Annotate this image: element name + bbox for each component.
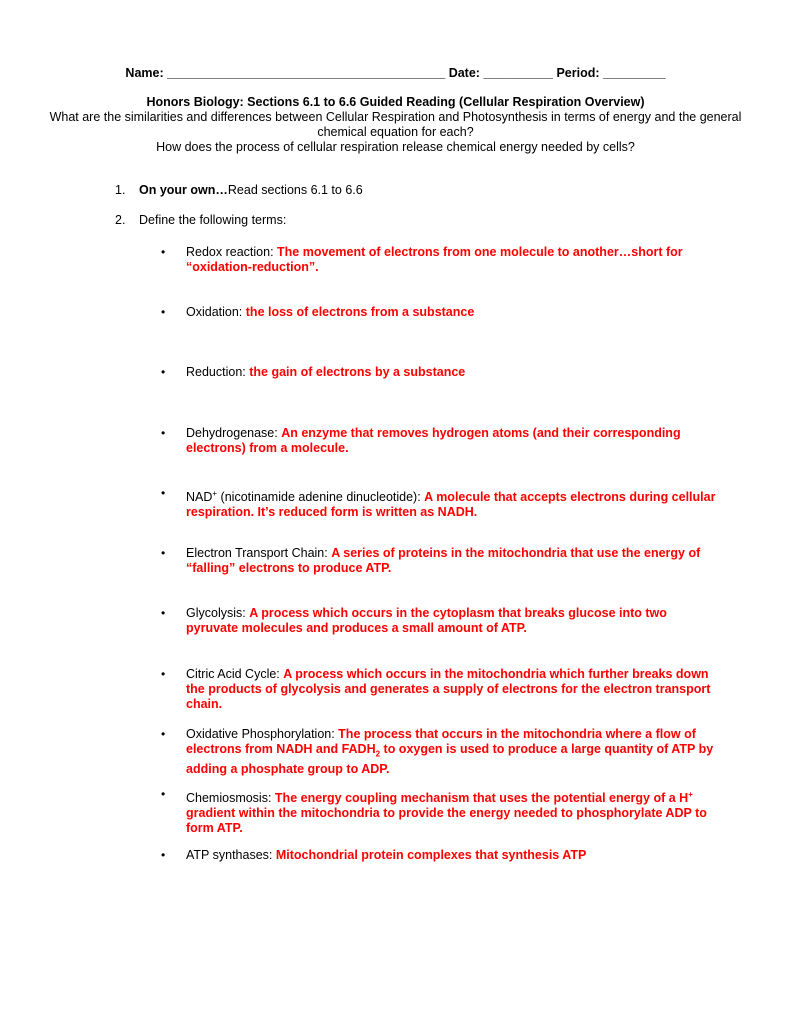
bullet: • xyxy=(161,305,166,319)
name-label: Name: xyxy=(125,66,164,80)
term-label: Citric Acid Cycle: xyxy=(186,667,284,681)
term-oxidation xyxy=(161,305,721,320)
bullet: • xyxy=(161,727,166,741)
date-blank: __________ xyxy=(483,66,553,80)
term-definition: A process which occurs in the cytoplasm that breaks glucose into two pyruvate molecules and produces a small amount of ATP. xyxy=(186,606,667,635)
term-definition: A process which occurs in the mitochondria which further breaks down the products of glycolysis and generates a supply of electrons for the electron transport chain. xyxy=(186,667,711,711)
term-atp-synthases xyxy=(161,848,721,863)
term-definition-sup: + xyxy=(688,790,693,799)
page-title: Honors Biology: Sections 6.1 to 6.6 Guided Reading (Cellular Respiration Overview) xyxy=(146,95,645,109)
term-label-b: (nicotinamide adenine dinucleotide): xyxy=(217,490,425,505)
term-label: Glycolysis: xyxy=(186,606,250,620)
term-label: Oxidative Phosphorylation: xyxy=(186,727,339,741)
term-reduction xyxy=(161,365,721,380)
numbered-item-1 xyxy=(115,183,363,197)
essential-question-1: What are the similarities and differences between Cellular Respiration and Photosynthesis in terms of energy and the general chemical equation for each? xyxy=(49,110,742,139)
term-label: ATP synthases: xyxy=(186,848,276,862)
item-text: Define the following terms: xyxy=(139,213,287,227)
term-label: Reduction: xyxy=(186,365,250,379)
term-definition: The movement of electrons from one molecule to another…short for “oxidation-reduction”. xyxy=(186,245,683,274)
bullet: • xyxy=(161,546,166,560)
date-label: Date: xyxy=(448,66,480,80)
name-blank: ________________________________________ xyxy=(167,66,446,80)
numbered-item-2 xyxy=(115,213,286,227)
essential-question-2: How does the process of cellular respiration release chemical energy needed by cells? xyxy=(156,140,635,154)
term-definition: the loss of electrons from a substance xyxy=(245,305,475,319)
term-label: Redox reaction: xyxy=(186,245,278,259)
bullet: • xyxy=(161,848,166,862)
header-fields xyxy=(0,66,791,80)
item-number: 1. xyxy=(115,183,126,197)
term-label: Dehydrogenase: xyxy=(186,426,282,440)
term-definition: A molecule that accepts electrons during cellular respiration. It’s reduced form is written as NADH. xyxy=(186,490,716,520)
term-electron-transport-chain xyxy=(161,546,721,576)
term-nad xyxy=(161,486,721,520)
term-redox-reaction xyxy=(161,245,721,275)
item-number: 2. xyxy=(115,213,126,227)
term-oxidative-phosphorylation xyxy=(161,727,721,777)
term-label: Electron Transport Chain: xyxy=(186,546,332,560)
item-text: Read sections 6.1 to 6.6 xyxy=(227,183,363,197)
term-definition-sub: 2 xyxy=(375,749,381,759)
term-definition: Mitochondrial protein complexes that synthesis ATP xyxy=(275,848,587,862)
item-bold-text: On your own… xyxy=(139,183,228,197)
term-definition-a: The energy coupling mechanism that uses the potential energy of a H xyxy=(274,791,689,806)
term-definition-a: The process that occurs in the mitochondria where a flow of electrons from NADH and FADH xyxy=(186,727,696,756)
term-definition-b: to oxygen is used to produce a large quantity of ATP by adding a phosphate group to ADP. xyxy=(186,742,714,776)
term-label: Chemiosmosis: xyxy=(186,791,275,806)
bullet: • xyxy=(161,426,166,440)
bullet: • xyxy=(161,606,166,620)
term-definition: the gain of electrons by a substance xyxy=(249,365,466,379)
title-block xyxy=(40,95,751,155)
term-definition: A series of proteins in the mitochondria that use the energy of “falling” electrons to produce ATP. xyxy=(186,546,701,575)
bullet: • xyxy=(161,365,166,379)
term-label: Oxidation: xyxy=(186,305,246,319)
term-dehydrogenase xyxy=(161,426,721,456)
term-citric-acid-cycle xyxy=(161,667,721,712)
bullet: • xyxy=(161,486,166,500)
bullet: • xyxy=(161,787,166,801)
bullet: • xyxy=(161,245,166,259)
term-definition-b: gradient within the mitochondria to provide the energy needed to phosphorylate ADP to form ATP. xyxy=(186,806,707,836)
period-blank: _________ xyxy=(603,66,666,80)
term-glycolysis xyxy=(161,606,721,636)
bullet: • xyxy=(161,667,166,681)
term-definition: An enzyme that removes hydrogen atoms (and their corresponding electrons) from a molecule. xyxy=(186,426,681,455)
period-label: Period: xyxy=(556,66,600,80)
term-label-a: NAD xyxy=(186,490,213,505)
term-label-sup: + xyxy=(212,489,218,498)
term-chemiosmosis xyxy=(161,787,721,836)
